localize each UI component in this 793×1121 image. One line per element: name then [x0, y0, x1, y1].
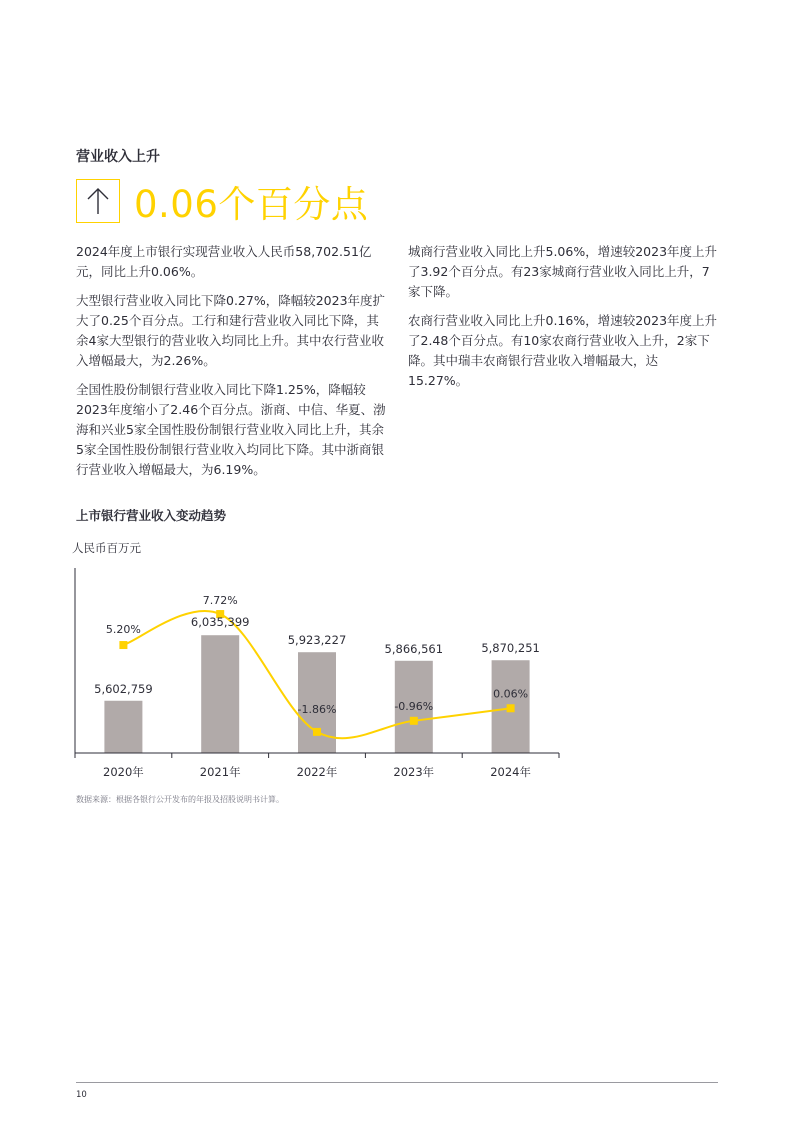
bar: [104, 701, 142, 753]
line-point: [313, 728, 321, 736]
x-tick-label: 2022年: [296, 765, 338, 779]
bar-value-label: 5,602,759: [94, 681, 153, 696]
data-source-note: 数据来源：根据各银行公开发布的年报及招股说明书计算。: [76, 795, 284, 804]
chart-unit-label: 人民币百万元: [72, 541, 141, 555]
growth-label: -0.96%: [394, 699, 434, 713]
page-number: 10: [76, 1090, 87, 1100]
chart-title: 上市银行营业收入变动趋势: [76, 508, 227, 523]
x-tick-label: 2021年: [199, 765, 241, 779]
paragraph: 全国性股份制银行营业收入同比下降1.25%，降幅较2023年度缩小了2.46个百分点。浙商、中信、华夏、渤海和兴业5家全国性股份制银行营业收入同比上升，其余5家全国性股份制银行营业收入均同比下降。其中浙商银行营业收入增幅最大，为6.19%。: [76, 382, 386, 477]
bar-value-label: 5,866,561: [384, 641, 444, 656]
line-point: [507, 704, 515, 712]
growth-label: -1.86%: [297, 702, 337, 716]
footer-divider: [76, 1082, 718, 1083]
x-tick-label: 2024年: [490, 765, 531, 779]
bar-value-label: 6,035,399: [190, 615, 250, 630]
line-point: [410, 717, 418, 725]
x-tick-label: 2020年: [103, 765, 144, 779]
bar-value-label: 5,923,227: [287, 633, 347, 648]
paragraph: 城商行营业收入同比上升5.06%，增速较2023年度上升了3.92个百分点。有23家城商行营业收入同比上升，7家下降。: [408, 244, 718, 299]
growth-label: 0.06%: [493, 687, 529, 701]
bar-value-label: 5,870,251: [481, 641, 540, 656]
bar: [201, 635, 239, 753]
section-title: 营业收入上升: [76, 149, 160, 165]
paragraph: 农商行营业收入同比上升0.16%，增速较2023年度上升了2.48个百分点。有10家农商行营业收入上升，2家下降。其中瑞丰农商银行营业收入增幅最大，达15.27%。: [408, 313, 718, 388]
growth-label: 7.72%: [202, 594, 238, 608]
highlight-value: 0.06个百分点: [134, 183, 369, 226]
paragraph: 大型银行营业收入同比下降0.27%，降幅较2023年度扩大了0.25个百分点。工行和建行营业收入同比下降，其余4家大型银行的营业收入均同比上升。其中农行营业收入增幅最大，为2.26%。: [76, 293, 386, 368]
paragraph: 2024年度上市银行实现营业收入人民币58,702.51亿元，同比上升0.06%。: [76, 244, 372, 279]
x-tick-label: 2023年: [393, 765, 435, 779]
growth-label: 5.20%: [105, 623, 141, 637]
line-point: [119, 641, 127, 649]
